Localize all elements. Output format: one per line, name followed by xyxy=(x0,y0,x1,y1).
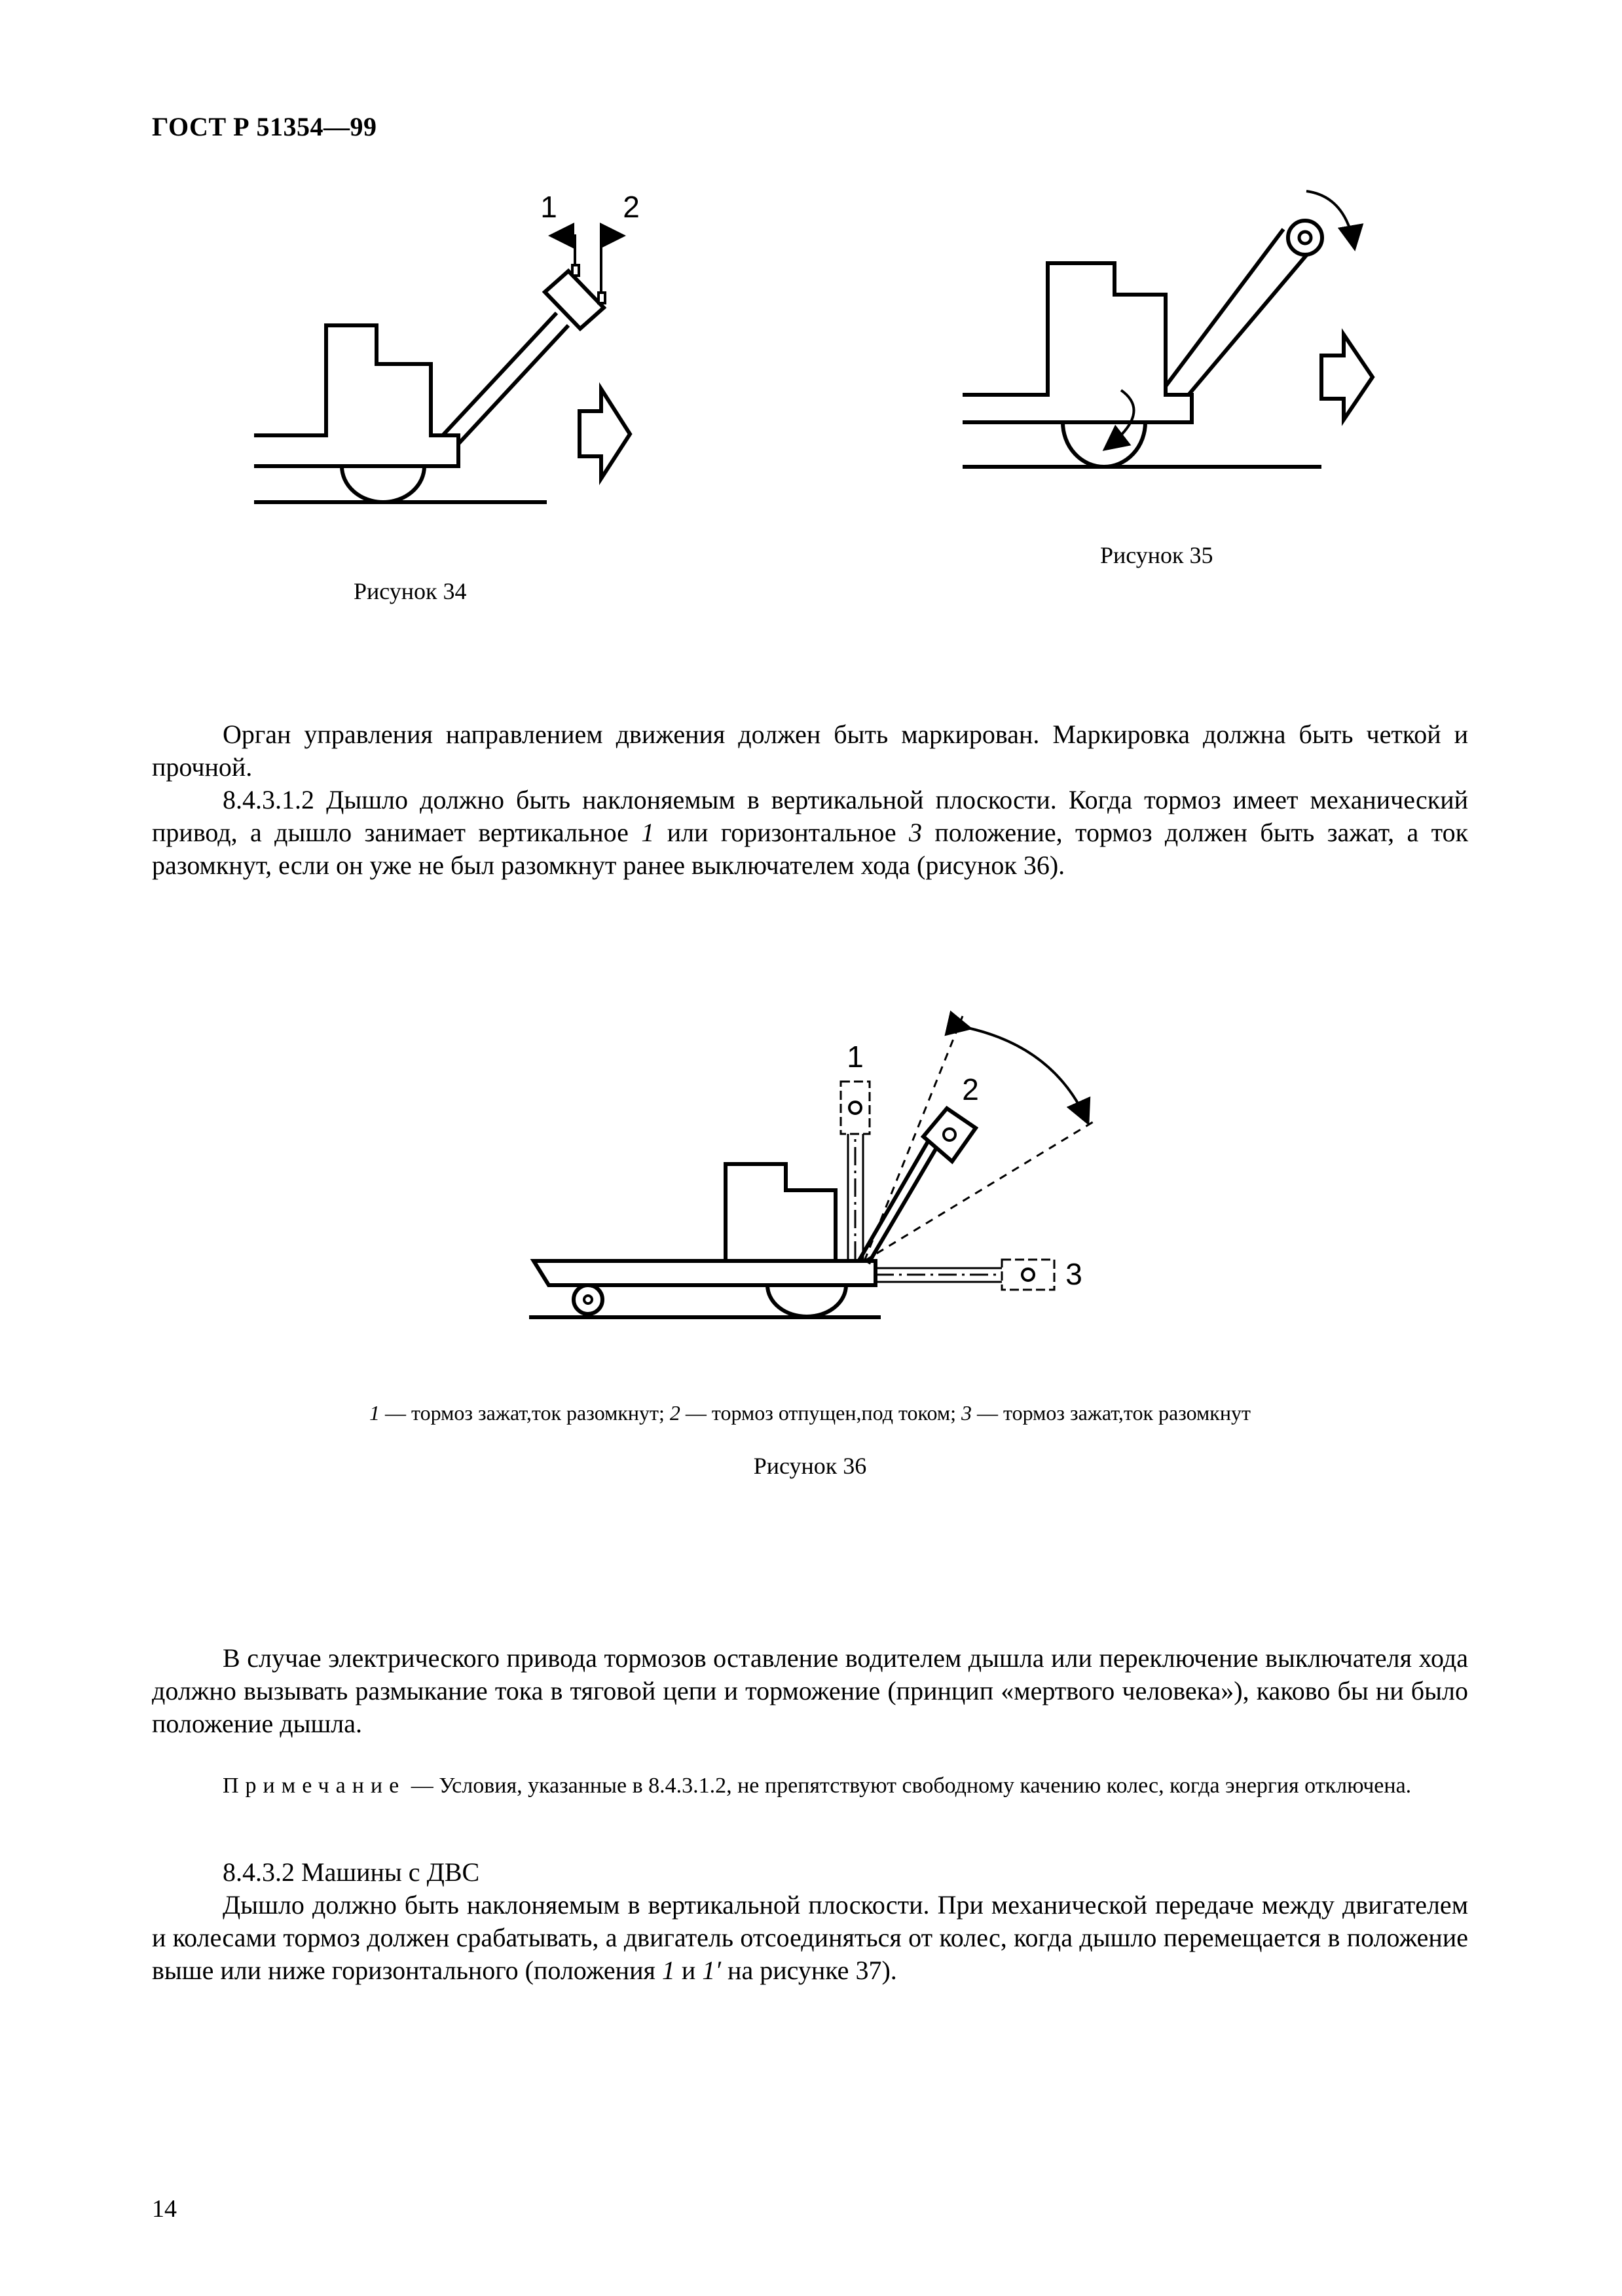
page-number: 14 xyxy=(152,2195,177,2223)
fig36-label-2: 2 xyxy=(962,1072,979,1106)
fig36-platform xyxy=(534,1261,876,1285)
note-text: — Условия, указанные в 8.4.3.1.2, не препятствуют свободному качению колес, когда энергия отключена. xyxy=(405,1774,1412,1798)
fig36-small-wheel xyxy=(574,1285,602,1314)
fig36-angle-arc xyxy=(968,1028,1087,1121)
fig36-position-3 xyxy=(876,1260,1054,1290)
fig36-label-1: 1 xyxy=(847,1040,864,1074)
paragraph-ice-machines: Дышло должно быть наклоняемым в вертикальной плоскости. При механической передаче между двигателем и колесами тормоз должен срабатывать, а двигатель отсоединяться от колес, когда дышло перемещается в положение выше или ниже горизонтального (положения 1 и 1′ на рисунке 37). xyxy=(152,1890,1468,1985)
fig36-position-1 xyxy=(841,1082,870,1260)
fig34-tiller-line-b xyxy=(458,325,568,444)
fig35-rotation-arrow-wheel xyxy=(1107,390,1134,448)
fig34-leader-2 xyxy=(601,236,621,293)
fig35-tiller-line-a xyxy=(1166,229,1283,386)
text-block-2 xyxy=(152,1642,1468,1740)
text-block-3 xyxy=(152,1856,1468,1987)
fig34-switch-1 xyxy=(572,265,579,276)
fig34-handle xyxy=(545,271,604,329)
fig36-small-wheel-hub xyxy=(584,1296,592,1303)
figure-36-legend: 1 — тормоз зажат,ток разомкнут; 2 — тормоз отпущен,под током; 3 — тормоз зажат,ток разомкнут xyxy=(369,1401,1251,1425)
fig36-main-wheel xyxy=(767,1285,846,1317)
figure-35-caption: Рисунок 35 xyxy=(1100,542,1213,568)
figure-34 xyxy=(254,236,630,502)
paragraph-marking: Орган управления направлением движения должен быть маркирован. Маркировка должна быть четкой и прочной. xyxy=(152,720,1468,782)
fig36-label-3: 3 xyxy=(1065,1257,1082,1291)
text-block-1 xyxy=(152,718,1468,882)
fig35-wheel xyxy=(1063,422,1145,467)
fig36-machine-body xyxy=(726,1164,836,1261)
figure-36-caption: Рисунок 36 xyxy=(753,1453,867,1479)
fig34-label-2: 2 xyxy=(623,190,640,224)
fig35-direction-arrow xyxy=(1321,335,1373,420)
fig35-handle-ring xyxy=(1288,221,1322,255)
fig34-machine-body xyxy=(254,325,458,466)
fig36-position-2 xyxy=(859,1108,976,1264)
fig34-switch-2 xyxy=(599,293,605,303)
fig34-label-1: 1 xyxy=(540,190,557,224)
figure-35 xyxy=(963,191,1373,467)
note-block xyxy=(152,1771,1468,1801)
figure-34-caption: Рисунок 34 xyxy=(354,578,467,604)
paragraph-electric-drive: В случае электрического привода тормозов оставление водителем дышла или переключение выключателя хода должно вызывать размыкание тока в тяговой цепи и торможение (принцип «мертвого человека»), каково бы ни было положение дышла. xyxy=(152,1643,1468,1738)
fig34-direction-arrow xyxy=(580,389,630,479)
fig34-leader-1 xyxy=(553,236,575,265)
paragraph-8-4-3-1-2: 8.4.3.1.2 Дышло должно быть наклоняемым в вертикальной плоскости. Когда тормоз имеет механический привод, а дышло занимает вертикальное 1 или горизонтальное 3 положение, тормоз должен быть зажат, а ток разомкнут, если он уже не был разомкнут ранее выключателем хода (рисунок 36). xyxy=(152,785,1469,880)
fig34-wheel xyxy=(342,466,424,502)
fig34-tiller-line-a xyxy=(443,313,557,435)
figure-36 xyxy=(529,1016,1095,1317)
document-header: ГОСТ Р 51354—99 xyxy=(152,112,377,141)
note-label: Примечание xyxy=(223,1774,406,1798)
fig35-machine-body xyxy=(963,263,1192,422)
section-title: 8.4.3.2 Машины с ДВС xyxy=(223,1857,480,1887)
